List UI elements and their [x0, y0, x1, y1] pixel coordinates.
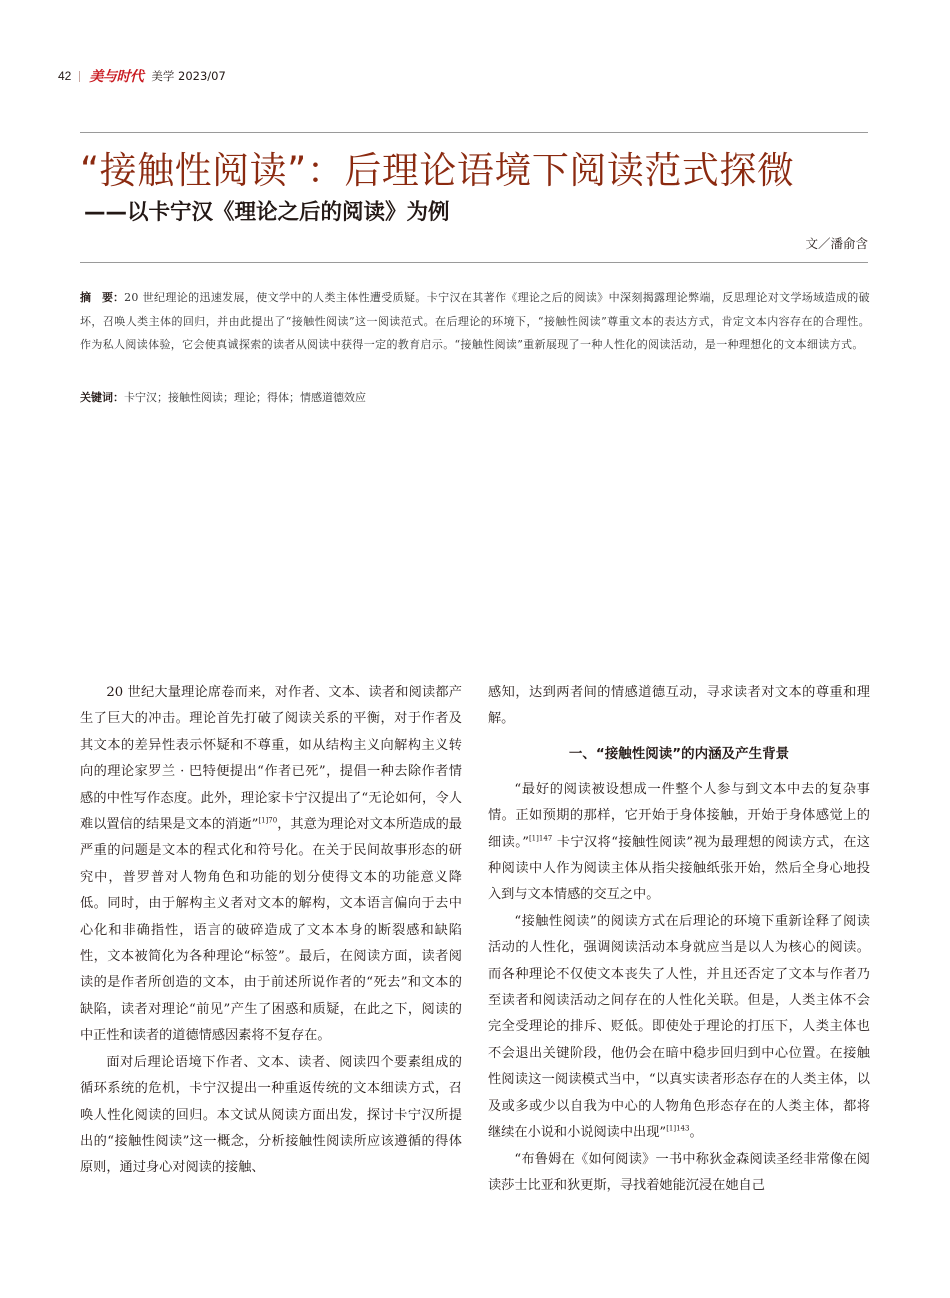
journal-issue: 美学 2023/07 [151, 69, 226, 83]
body-paragraph: “布鲁姆在《如何阅读》一书中称狄金森阅读圣经非常像在阅读莎士比亚和狄更斯，寻找着她能沉浸在她自己 [488, 1151, 870, 1193]
paragraph-text: “最好的阅读被设想成一件整个人参与到文本中去的复杂事情。正如预期的那样，它开始于身体接触，开始于身体感觉上的细读。” [488, 781, 870, 850]
title-top-rule [80, 132, 868, 133]
body-paragraph [488, 909, 870, 1147]
body-paragraph-continued: 感知，达到两者间的情感道德互动，寻求读者对文本的尊重和理解。 [488, 685, 870, 727]
body-column-right [488, 680, 870, 1199]
abstract [80, 286, 870, 357]
article-subtitle: ——以卡宁汉《理论之后的阅读》为例 [84, 200, 450, 225]
paragraph-text: “接触性阅读”的阅读方式在后理论的环境下重新诠释了阅读活动的人性化，强调阅读活动本身就应当是以人为核心的阅读。而各种理论不仅使文本丧失了人性，并且还否定了文本与作者乃至读者和阅读活动之间存在的人性化关联。但是，人类主体不会完全受理论的排斥、贬低。即使处于理论的打压下，人类主体也不会退出关键阶段，他仍会在暗中稳步回归到中心位置。在接触性阅读这一阅读模式当中，“以真实读者形态存在的人类主体，以及或多或少以自我为中心的人物角色形态存在的人类主体，都将继续在小说和小说阅读中出现” [488, 913, 870, 1141]
body-column-left [80, 680, 462, 1182]
paragraph-text: 卡宁汉将“接触性阅读”视为最理想的阅读方式，在这种阅读中人作为阅读主体从指尖接触纸张开始，然后全身心地投入到与文本情感的交互之中。 [488, 834, 870, 903]
title-bottom-rule [80, 262, 868, 263]
abstract-label: 摘 要： [80, 291, 125, 304]
header-divider [79, 71, 80, 82]
paragraph-text: 。 [689, 1125, 703, 1141]
keywords-text: 卡宁汉；接触性阅读；理论；得体；情感道德效应 [124, 391, 366, 404]
section-heading: 一、“接触性阅读”的内涵及产生背景 [568, 745, 790, 762]
journal-logo: 美与时代 [89, 69, 144, 85]
article-author: 文／潘俞含 [805, 236, 868, 251]
page-number: 42 [58, 69, 72, 83]
body-paragraph: 面对后理论语境下作者、文本、读者、阅读四个要素组成的循环系统的危机，卡宁汉提出一种重返传统的文本细读方式，召唤人性化阅读的回归。本文试从阅读方面出发，探讨卡宁汉所提出的“接触性阅读”这一概念，分析接触性阅读所应该遵循的得体原则，通过身心对阅读的接触、 [80, 1054, 462, 1176]
citation-mark: [1]70 [258, 816, 278, 825]
article-title: “接触性阅读”：后理论语境下阅读范式探微 [80, 149, 795, 192]
paragraph-text: 20 世纪大量理论席卷而来，对作者、文本、读者和阅读都产生了巨大的冲击。理论首先打破了阅读关系的平衡，对于作者及其文本的差异性表示怀疑和不尊重，如从结构主义向解构主义转向的理论家罗兰 · 巴特便提出“作者已死”，提倡一种去除作者情感的中性写作态度。此外，理论家卡宁汉提出了“无论如何，令人难以置信的结果是文本的消逝” [80, 685, 462, 833]
abstract-text: 20 世纪理论的迅速发展，使文学中的人类主体性遭受质疑。卡宁汉在其著作《理论之后的阅读》中深刻揭露理论弊端，反思理论对文学场域造成的破坏，召唤人类主体的回归，并由此提出了“接触性阅读”这一阅读范式。在后理论的环境下，“接触性阅读”尊重文本的表达方式，肯定文本内容存在的合理性。作为私人阅读体验，它会使真诚探索的读者从阅读中获得一定的教育启示。“接触性阅读”重新展现了一种人性化的阅读活动，是一种理想化的文本细读方式。 [80, 291, 870, 351]
keywords-label: 关键词： [80, 391, 124, 404]
keywords [80, 386, 870, 409]
citation-mark: [1]147 [528, 834, 553, 843]
body-paragraph [80, 680, 462, 1050]
page-header [58, 66, 226, 86]
body-paragraph [488, 777, 870, 909]
paragraph-text: ，其意为理论对文本所造成的最严重的问题是文本的程式化和符号化。在关于民间故事形态的研究中，普罗普对人物角色和功能的划分使得文本的功能意义降低。同时，由于解构主义者对文本的解构，文本语言偏向于去中心化和非确指性，语言的破碎造成了文本本身的断裂感和缺陷性，文本被简化为各种理论“标签”。最后，在阅读方面，读者阅读的是作者所创造的文本，由于前述所说作者的“死去”和文本的缺陷，读者对理论“前见”产生了困惑和质疑，在此之下，阅读的中正性和读者的道德情感因素将不复存在。 [80, 817, 462, 1044]
citation-mark: [1]143 [666, 1124, 690, 1133]
